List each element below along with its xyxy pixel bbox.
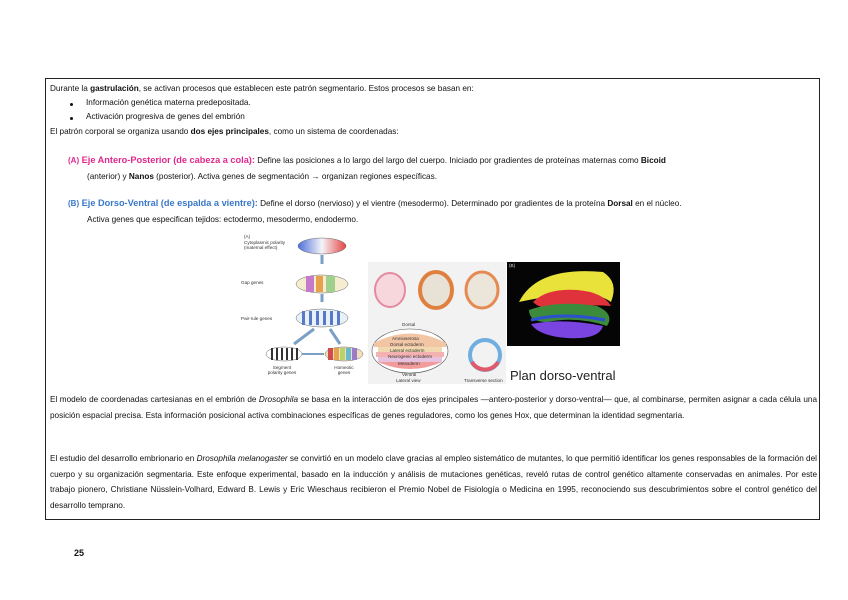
panel-b-label: (B) — [509, 263, 516, 268]
dv-diagram — [368, 262, 506, 384]
dv-label-amnioserosa: Amnioserosa — [392, 336, 419, 341]
gap-genes-label: Gap genes — [241, 280, 264, 285]
axis-b-line-2: Activa genes que especifican tejidos: ectodermo, mesodermo, endodermo. — [87, 215, 359, 224]
dv-label-lateral-ectoderm: Lateral ectoderm — [390, 348, 425, 353]
bullet-dot — [70, 103, 73, 106]
dv-label-dorsal-ectoderm: Dorsal ectoderm — [390, 342, 424, 347]
paragraph-nobel: El estudio del desarrollo embrionario en Drosophila melanogaster se convirtió en un modelo clave gracias al empleo sistemático de mutantes, lo que permitió identificar los genes responsables de la formación del cuerpo y su organización segmentaria. Este enfoque experimental, basado en la inducción y análisis de mutaciones genéticas, reveló rutas de control genético altamente conservadas en animales. Por este trabajo pionero, Christiane Nüsslein-Volhard, Edward B. Lewis y Eric Wieschaus recibieron el Premio Nobel de Fisiología o Medicina en 1995, reconociendo sus descubrimientos sobre el control genético del desarrollo temprano. — [50, 454, 817, 510]
intro-line-1: Durante la gastrulación, se activan procesos que establecen este patrón segmentario. Estos procesos se basan en: — [50, 84, 474, 93]
dv-caption: Plan dorso-ventral — [510, 368, 616, 383]
axis-a-line-1: (A) Eje Antero-Posterior (de cabeza a cola): Define las posiciones a lo largo del largo del cuerpo. Iniciado por gradientes de proteínas maternas como Bicoid — [68, 155, 666, 165]
cytoplasmic-label: Cytoplasmic polarity (maternal effect) — [244, 240, 286, 250]
page-number: 25 — [74, 548, 85, 558]
ap-axis-figure — [240, 232, 366, 384]
segment-polarity-label: Segment polarity genes — [267, 365, 297, 375]
dv-axis-figure — [368, 262, 506, 384]
dv-label-mesoderm: Mesoderm — [398, 361, 420, 366]
panel-a-label: (A) — [244, 234, 251, 239]
axis-b-line-1: (B) Eje Dorso-Ventral (de espalda a vientre): Define el dorso (nervioso) y el vientre (mesodermo). Determinado por gradientes de la proteína Dorsal en el núcleo. — [68, 198, 682, 208]
dv-label-ventral: Ventral — [402, 372, 417, 377]
dv-label-dorsal: Dorsal — [402, 322, 416, 327]
paragraph-coordinates: El modelo de coordenadas cartesianas en el embrión de Drosophila se basa en la interacción de dos ejes principales —antero-posterior y dorso-ventral— que, al combinarse, permiten asignar a cada célula una posición espacial precisa. Esta información posicional activa combinaciones específicas de genes reguladores, como los genes Hox, que determinan la identidad segmentaria. — [50, 395, 817, 420]
dv-label-lateral-view: Lateral view — [396, 378, 421, 383]
ap-cascade-diagram — [240, 232, 366, 384]
axis-a-line-2: (anterior) y Nanos (posterior). Activa genes de segmentación → organizan regiones específicas. — [87, 172, 437, 181]
dv-label-neurogenic: Neurogenic ectoderm — [388, 354, 432, 359]
intro-line-2: El patrón corporal se organiza usando dos ejes principales, como un sistema de coordenadas: — [50, 127, 399, 136]
pair-rule-label: Pair-rule genes — [241, 316, 273, 321]
fluorescent-embryo-image — [507, 262, 620, 346]
bullet-item: Información genética materna predepositada. — [86, 98, 251, 107]
bullet-dot — [70, 117, 73, 120]
dv-label-transverse: Transverse section — [464, 378, 503, 383]
bullet-item: Activación progresiva de genes del embrión — [86, 112, 245, 121]
homeotic-label: Homeotic genes — [334, 365, 354, 375]
